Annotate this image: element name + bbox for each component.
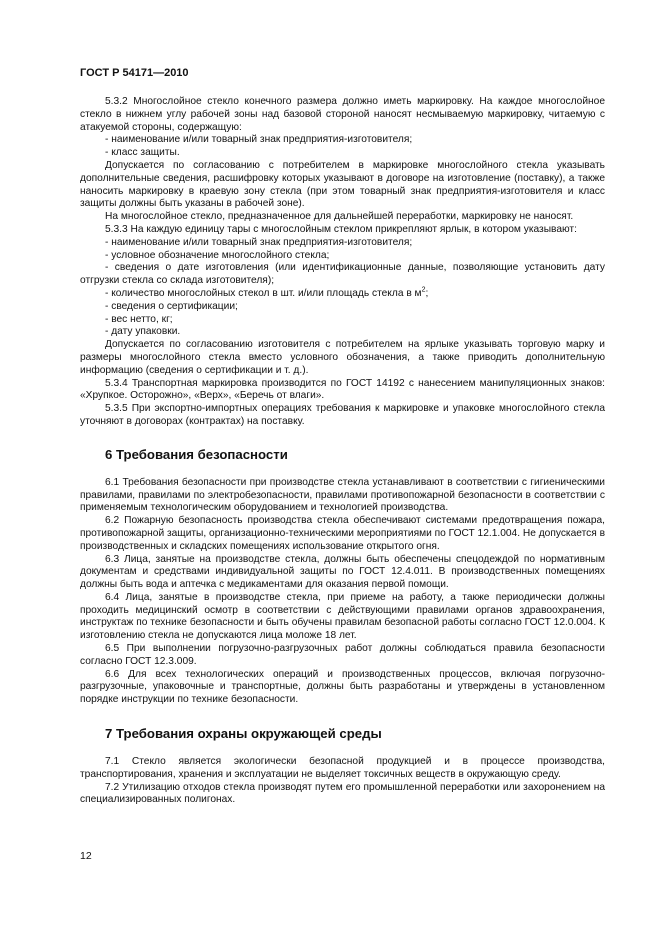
paragraph-5-3-5: 5.3.5 При экспортно-импортных операциях требования к маркировке и упаковке многослойного стекла уточняют в договорах (контрактах) на поставку.	[80, 403, 605, 427]
list-item: - вес нетто, кг;	[105, 313, 173, 325]
paragraph-6-4: 6.4 Лица, занятые в производстве стекла, при приеме на работу, а также периодически должны проходить медицинский осмотр в соответствии с действующими правилами органов здравоохранения, инструктаж по технике безопасности и быть обучены правилам безопасной работы согласно ГОСТ 12.0.004. К изготовлению стекла не допускаются лица моложе 18 лет.	[80, 591, 605, 642]
list-item: - сведения о сертификации;	[105, 300, 238, 312]
list-item	[80, 288, 605, 301]
list-item: - сведения о дате изготовления (или идентификационные данные, позволяющие установить дату отгрузки стекла со склада изготовителя);	[80, 262, 605, 287]
list-item: - наименование и/или товарный знак предприятия-изготовителя;	[105, 134, 413, 146]
paragraph-6-5: 6.5 При выполнении погрузочно-разгрузочных работ должны соблюдаться правила безопасности согласно ГОСТ 12.3.009.	[80, 643, 605, 667]
list-item: - условное обозначение многослойного стекла;	[105, 249, 330, 261]
superscript: 2	[421, 286, 426, 294]
paragraph-7-1: 7.1 Стекло является экологически безопасной продукцией и в процессе производства, транспортирования, хранения и эксплуатации не выделяет токсичных веществ в окружающую среду.	[80, 756, 605, 780]
paragraph-5-3-3: 5.3.3 На каждую единицу тары с многослойным стеклом прикрепляют ярлык, в котором указывают:	[105, 223, 577, 235]
section-7-heading: 7 Требования охраны окружающей среды	[105, 726, 382, 742]
paragraph-6-3: 6.3 Лица, занятые на производстве стекла, должны быть обеспечены спецодеждой по нормативным документам и средствами индивидуальной защиты по ГОСТ 12.4.011. В производственных помещениях должны быть вода и аптечка с медикаментами для оказания первой помощи.	[80, 553, 605, 591]
paragraph-5-3-4: 5.3.4 Транспортная маркировка производится по ГОСТ 14192 с нанесением манипуляционных знаков: «Хрупкое. Осторожно», «Верх», «Беречь от влаги».	[80, 377, 605, 402]
paragraph-further-processing: На многослойное стекло, предназначенное для дальнейшей переработки, маркировку не наносят.	[105, 211, 574, 223]
paragraph-6-6: 6.6 Для всех технологических операций и производственных процессов, включая погрузочно-разгрузочные, упаковочные и транспортные, должны быть разработаны и утверждены в установленном порядке инструкции по технике безопасности.	[80, 668, 605, 706]
paragraph-5-3-2: 5.3.2 Многослойное стекло конечного размера должно иметь маркировку. На каждое многослойное стекло в нижнем углу рабочей зоны над базовой стороной наносят несмываемую маркировку, читаемую с атакуемой стороны, содержащую:	[80, 96, 605, 133]
page-number: 12	[80, 850, 92, 862]
list-item-end: ;	[425, 287, 429, 299]
paragraph-7-2: 7.2 Утилизацию отходов стекла производят путем его промышленной переработки или захоронением на специализированных полигонах.	[80, 781, 605, 806]
paragraph-6-1: 6.1 Требования безопасности при производстве стекла устанавливают в соответствии с гигиеническими правилами, правилами по электробезопасности, правилами противопожарной безопасности в соответствии с применяемым технологическим оборудованием и технологией производства.	[80, 476, 605, 514]
document-body	[80, 96, 605, 807]
list-item: - дату упаковки.	[105, 326, 181, 338]
paragraph-allowance-2: Допускается по согласованию изготовителя с потребителем на ярлыке указывать торговую марку и размеры многослойного стекла вместо условного обозначения, а также приводить дополнительную информацию (сведения о сертификации и т. д.).	[80, 339, 605, 376]
list-item: - класс защиты.	[105, 147, 180, 159]
section-6-heading: 6 Требования безопасности	[105, 446, 288, 462]
list-item-text: - количество многослойных стекол в шт. и/или площадь стекла в м	[105, 287, 422, 299]
list-item: - наименование и/или товарный знак предприятия-изготовителя;	[105, 236, 413, 248]
paragraph-6-2: 6.2 Пожарную безопасность производства стекла обеспечивают системами предотвращения пожара, противопожарной защиты, организационно-техническими мероприятиями по ГОСТ 12.1.004. Не допускается в производственных и складских помещениях использование открытого огня.	[80, 515, 606, 552]
document-header: ГОСТ Р 54171—2010	[80, 67, 189, 79]
paragraph-allowance-1: Допускается по согласованию с потребителем в маркировке многослойного стекла указывать дополнительные сведения, расшифровку которых указывают в договоре на изготовление (поставку), а также наносить маркировку в краевую зону стекла (при этом товарный знак предприятия-изготовителя и класс защиты должны быть указаны в рабочей зоне).	[80, 159, 605, 210]
